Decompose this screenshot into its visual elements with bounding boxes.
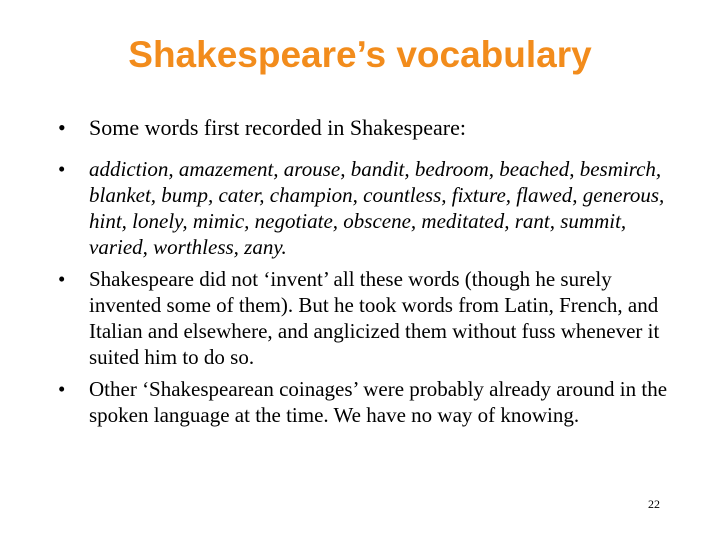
bullet-marker: • — [58, 377, 66, 401]
bullet-text: Some words first recorded in Shakespeare: — [89, 115, 466, 140]
bullet-item — [58, 266, 678, 370]
bullet-item — [58, 376, 678, 428]
word-list-text: addiction, amazement, arouse, bandit, bedroom, beached, besmirch, blanket, bump, cater, champion, countless, fixture, flawed, generous, hint, lonely, mimic, negotiate, obscene, meditated, rant, summit, varied, worthless, zany. — [89, 157, 665, 259]
bullet-marker: • — [58, 267, 66, 291]
bullet-list — [58, 114, 678, 434]
page-number: 22 — [648, 497, 660, 511]
bullet-item — [58, 156, 678, 260]
slide-title: Shakespeare’s vocabulary — [128, 34, 592, 75]
bullet-text: Other ‘Shakespearean coinages’ were probably already around in the spoken language at the time. We have no way of knowing. — [89, 377, 668, 427]
bullet-marker: • — [58, 115, 66, 140]
bullet-text: Shakespeare did not ‘invent’ all these words (though he surely invented some of them). But he took words from Latin, French, and Italian and elsewhere, and anglicized them without fuss whenever it suited him to do so. — [89, 267, 660, 369]
bullet-item — [58, 114, 678, 142]
bullet-marker: • — [58, 157, 66, 181]
